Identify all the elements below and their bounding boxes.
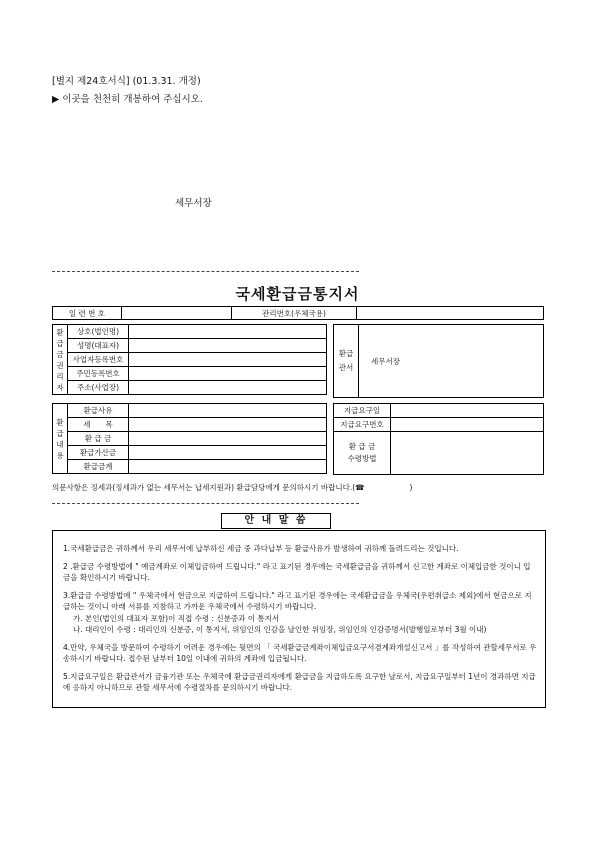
guide-item: 나. 대리인이 수령 : 대리인의 신분증, 이 통지서, 위임인의 인감을 날인한 위임장, 위임인의 인감증명서(발행일로부터 3월 이내) xyxy=(73,625,487,634)
recipient-value xyxy=(129,353,327,367)
mgmt-label: 관리번호(우체국용) xyxy=(232,307,357,320)
content-group-label: 환 급 내 용 xyxy=(53,404,68,474)
guide-item: 5.지급요구일은 환급관서가 금융기관 또는 우체국에 환급금권리자에게 환급금을 지급하도록 요구한 날로서, 지급요구일부터 1년이 경과하면 지급에 응하지 아니하므로 관할 세무서에 수령절차를 문의하시기 바랍니다. xyxy=(63,671,536,692)
cut-line-top xyxy=(52,271,359,272)
guide-item: 가. 본인(법인의 대표자 포함)이 직접 수령 : 신분증과 이 통지서 xyxy=(73,613,280,623)
refund-office-value: 세무서장 xyxy=(359,325,544,398)
request-number-value xyxy=(391,418,544,432)
recipient-value xyxy=(129,367,327,381)
guide-item: 3.환급금 수령방법에 " 우체국에서 현금으로 지급하여 드립니다." 라고 표기된 경우에는 국세환급금을 우체국(우편취급소 제외)에서 현금으로 지급하는 것이니 아래 서류를 지참하고 가까운 우체국에서 수령하시기 바랍니다. xyxy=(63,590,532,611)
open-instruction: ▶ 이곳을 천천히 개봉하여 주십시오. xyxy=(52,94,203,105)
payment-table xyxy=(333,403,544,475)
serial-label: 일 련 번 호 xyxy=(53,307,122,320)
refund-office-table xyxy=(333,324,544,398)
recipient-value xyxy=(129,325,327,339)
refund-office-label: 환급 관서 xyxy=(334,325,359,398)
guide-item: 2 .환급금 수령방법에 " 예금계좌로 이체입금하여 드립니다." 라고 표기된 경우에는 국세환급금을 귀하께서 신고한 계좌로 이체입금한 것이니 입금을 확인하시기 바랍니다. xyxy=(63,561,531,582)
content-label: 환 급 금 xyxy=(68,432,129,446)
guide-title: 안 내 말 씀 xyxy=(221,513,331,529)
recipient-value xyxy=(129,381,327,395)
serial-table xyxy=(52,306,544,320)
form-number: [별지 제24호서식] (01.3.31. 개정) xyxy=(52,76,201,87)
method-label: 환 급 금 수령방법 xyxy=(334,432,391,475)
cut-line-bottom xyxy=(52,503,359,504)
recipient-group-label: 환 급 금 권 리 자 xyxy=(53,325,68,395)
content-value xyxy=(129,418,327,432)
content-label: 환급가산금 xyxy=(68,446,129,460)
page-title: 국세환급금통지서 xyxy=(235,285,360,303)
recipient-label: 사업자등록번호 xyxy=(68,353,129,367)
content-value xyxy=(129,432,327,446)
guide-item: 1.국세환급금은 귀하께서 우리 세무서에 납부하신 세금 중 과다납부 등 환급사유가 발생하여 귀하께 돌려드리는 것입니다. xyxy=(63,544,459,553)
content-label: 환급사유 xyxy=(68,404,129,418)
recipient-label: 성명(대표자) xyxy=(68,339,129,353)
guide-box xyxy=(52,530,546,708)
recipient-label: 주민등록번호 xyxy=(68,367,129,381)
recipient-office: 세무서장 xyxy=(175,198,212,209)
method-value xyxy=(391,432,544,475)
recipient-value xyxy=(129,339,327,353)
refund-content-table xyxy=(52,403,327,474)
inquiry-note: 의문사항은 징세과(징세과가 없는 세무서는 납세지원과) 환급담당에게 문의하시기 바랍니다.(☎ ) xyxy=(52,483,413,492)
serial-value xyxy=(122,307,232,320)
recipient-label: 주소(사업장) xyxy=(68,381,129,395)
content-value xyxy=(129,460,327,474)
content-value xyxy=(129,446,327,460)
request-date-label: 지급요구일 xyxy=(334,404,391,418)
request-date-value xyxy=(391,404,544,418)
request-number-label: 지급요구번호 xyxy=(334,418,391,432)
content-label: 환급금계 xyxy=(68,460,129,474)
guide-item: 4.만약, 우체국을 방문하여 수령하기 어려운 경우에는 뒷면의 「 국세환급금계좌이체입금요구서겸계좌개설신고서 」를 작성하여 관할세무서로 우송하시기 바랍니다. 접수된 날부터 10일 이내에 귀하의 계좌에 입금됩니다. xyxy=(63,642,537,663)
content-label: 세 목 xyxy=(68,418,129,432)
refund-recipient-table xyxy=(52,324,327,395)
recipient-label: 상호(법인명) xyxy=(68,325,129,339)
mgmt-value xyxy=(357,307,544,320)
content-value xyxy=(129,404,327,418)
